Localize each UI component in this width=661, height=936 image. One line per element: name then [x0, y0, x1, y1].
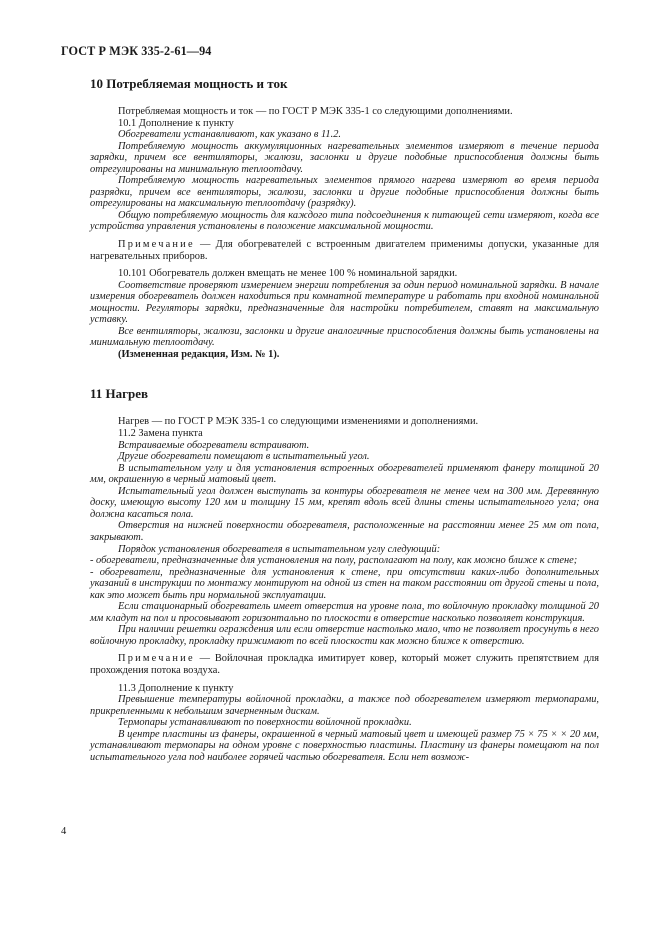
- clause-11-3-title: 11.3 Дополнение к пункту: [118, 682, 234, 694]
- page-number: 4: [61, 826, 67, 837]
- paragraph: Термопары устанавливают по поверхности войлочной прокладки.: [118, 717, 412, 729]
- paragraph: Отверстия на нижней поверхности обогревателя, расположенные на расстоянии менее 25 мм от пола, закрывают.: [90, 520, 599, 543]
- clause-11-2-title: 11.2 Замена пункта: [118, 428, 203, 440]
- note-label: Примечание: [118, 653, 195, 665]
- clause-10-101: 10.101 Обогреватель должен вмещать не менее 100 % номинальной зарядки.: [118, 268, 458, 280]
- paragraph: При наличии решетки ограждения или если отверстие настолько мало, что не позволяет просунуть в него войлочную прокладку, прокладку прижимают по всей плоскости как можно ближе к отверстию.: [90, 624, 599, 647]
- paragraph: Все вентиляторы, жалюзи, заслонки и другие аналогичные приспособления должны быть установлены на минимальную теплоотдачу.: [90, 325, 599, 349]
- section-11-title: 11 Нагрев: [90, 386, 149, 402]
- paragraph: Обогреватели устанавливают, как указано в 11.2.: [118, 129, 341, 141]
- paragraph: Порядок установления обогревателя в испытательном углу следующий:: [118, 543, 441, 555]
- paragraph: Потребляемую мощность нагревательных элементов прямого нагрева измеряют во время периода разрядки, причем все вентиляторы, жалюзи, заслонки и другие подобные приспособления должны быть отрегулированы на максимальную теплоотдачу (разрядку).: [90, 175, 599, 210]
- note-text: — Для обогревателей с встроенным двигателем применимы допуски, указанные для нагревательных приборов.: [90, 239, 599, 262]
- paragraph: Общую потребляемую мощность для каждого типа подсоединения к питающей сети измеряют, когда все устройства управления установлены в положение максимальной мощности.: [90, 209, 599, 233]
- standard-header: ГОСТ Р МЭК 335-2-61—94: [61, 44, 212, 58]
- note: [90, 653, 599, 676]
- paragraph: Если стационарный обогреватель имеет отверстия на уровне пола, то войлочную прокладку толщиной 20 мм кладут на пол и просовывают горизонтально по плоскости в отверстие насколько позволяет конструкция.: [90, 601, 599, 624]
- list-item: - обогреватели, предназначенные для установления на полу, располагают на полу, как можно ближе к стене;: [90, 555, 578, 567]
- paragraph: Испытательный угол должен выступать за контуры обогревателя не менее чем на 300 мм. Деревянную доску, имеющую высоту 120 мм и толщину 15 мм, крепят вдоль всей длины стены испытательного угла; она должна касаться пола.: [90, 485, 599, 520]
- section-10-title: 10 Потребляемая мощность и ток: [90, 76, 288, 91]
- section-10-intro: Потребляемая мощность и ток — по ГОСТ Р МЭК 335-1 со следующими дополнениями.: [118, 106, 513, 117]
- section-11-intro: Нагрев — по ГОСТ Р МЭК 335-1 со следующими изменениями и дополнениями.: [118, 416, 479, 428]
- amendment-note: (Измененная редакция, Изм. № 1).: [118, 348, 280, 360]
- note: [90, 239, 599, 262]
- note-text: — Войлочная прокладка имитирует ковер, который может служить препятствием для прохождения потока воздуха.: [90, 653, 599, 676]
- paragraph: Потребляемую мощность аккумуляционных нагревательных элементов измеряют в течение периода зарядки, причем все вентиляторы, жалюзи, заслонки и другие подобные приспособления должны быть отрегулированы на минимальную теплоотдачу.: [90, 140, 599, 175]
- note-label: Примечание: [118, 239, 195, 251]
- page-content: [90, 76, 599, 763]
- list-item: - обогреватели, предназначенные для установления к стене, при отсутствии каких-либо дополнительных указаний в инструкции по монтажу монтируют на одной из стен на таком расстоянии от другой стены и пола, как это может быть при нормальной эксплуатации.: [90, 566, 599, 601]
- paragraph: В испытательном углу и для установления встроенных обогревателей применяют фанеру толщиной 20 мм, окрашенную в черный матовый цвет.: [90, 462, 599, 486]
- paragraph: Встраиваемые обогреватели встраивают.: [118, 439, 310, 451]
- paragraph: Соответствие проверяют измерением энергии потребления за один период номинальной зарядки. В начале измерения обогреватель должен находиться при комнатной температуре и работать при входной номинальной мощности. Регуляторы зарядки, предназначенные для настройки потребителем, ставят на максимальную уставку.: [90, 279, 599, 326]
- paragraph: В центре пластины из фанеры, окрашенной в черный матовый цвет и имеющей размер 75 × 75 × × 20 мм, устанавливают термопары на одном уровне с поверхностью пластины. Пластину из фанеры помещают на пол испытательного угла под наиболее горячей частью обогревателя. Если нет возмож-: [90, 728, 599, 763]
- paragraph: Другие обогреватели помещают в испытательный угол.: [118, 451, 370, 463]
- paragraph: Превышение температуры войлочной прокладки, а также под обогревателем измеряют термопарами, прикрепленными к небольшим зачерненным дискам.: [90, 694, 599, 717]
- clause-10-1-title: 10.1 Дополнение к пункту: [118, 117, 234, 129]
